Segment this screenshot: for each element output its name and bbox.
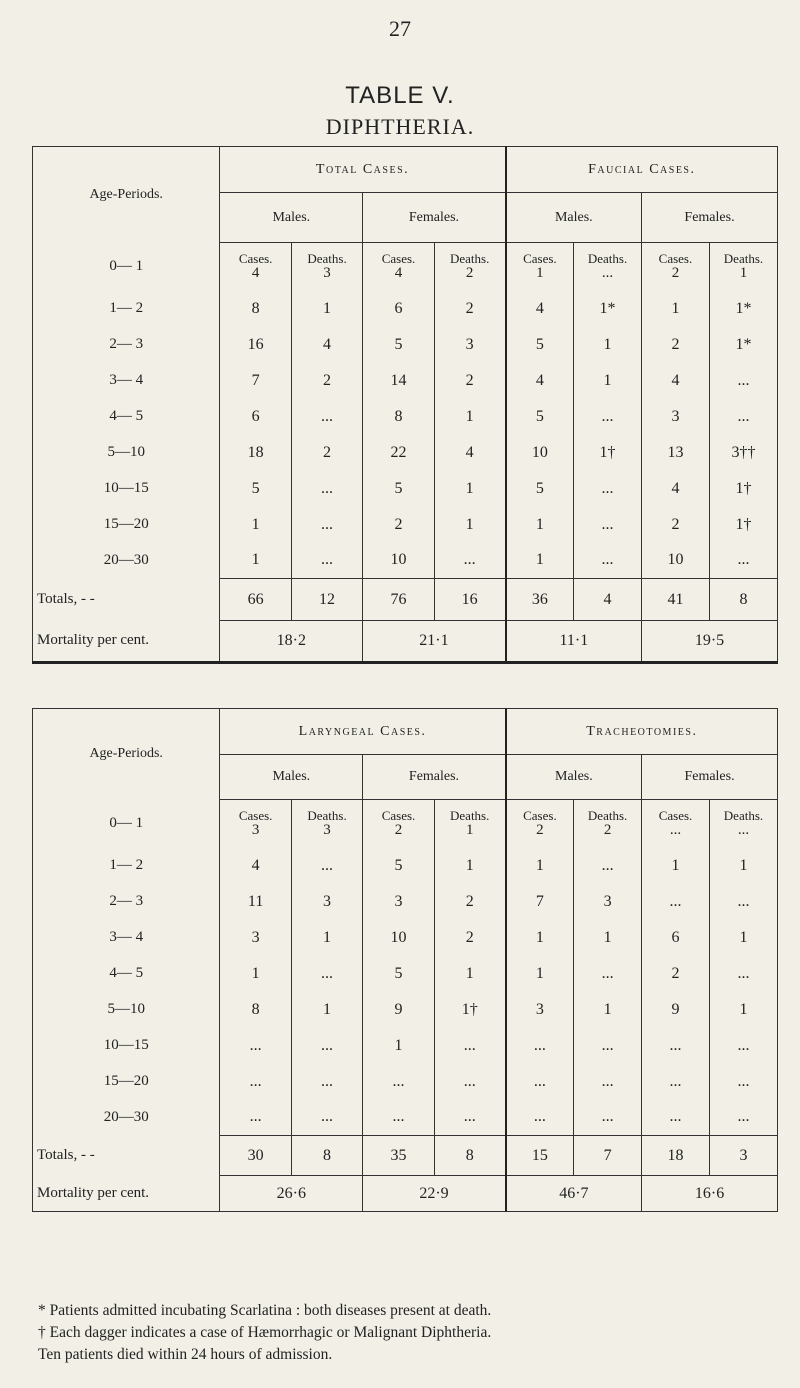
mortality-value: 22·9 — [363, 1176, 506, 1212]
cell-value: 2 — [394, 821, 403, 838]
subheader-males: Males. — [506, 193, 642, 243]
data-cell — [574, 800, 642, 848]
data-cell: ... — [291, 1064, 362, 1100]
data-cell: 1 — [434, 507, 505, 543]
age-period: 5—10 — [107, 1001, 145, 1017]
age-period: 4— 5 — [109, 965, 144, 981]
age-period: 1— 2 — [109, 300, 144, 316]
data-cell: 8 — [220, 291, 291, 327]
age-period: 3— 4 — [109, 929, 144, 945]
data-cell: 2 — [434, 920, 506, 956]
total-value: 16 — [434, 579, 505, 621]
mortality-label: Mortality per cent. — [37, 632, 150, 649]
total-value: 3 — [709, 1136, 777, 1176]
data-cell: ... — [574, 956, 642, 992]
data-cell: 10 — [363, 920, 434, 956]
data-cell: ... — [574, 399, 642, 435]
subheader-males: Males. — [220, 193, 363, 243]
data-cell: 1* — [709, 291, 777, 327]
table-row — [33, 956, 778, 992]
data-cell: 3 — [574, 884, 642, 920]
data-cell: 1† — [434, 992, 506, 1028]
mortality-label: Mortality per cent. — [37, 1184, 150, 1201]
data-cell: 1† — [709, 507, 777, 543]
data-cell: 1 — [642, 291, 710, 327]
table-row — [33, 471, 778, 507]
data-cell: 5 — [363, 848, 434, 884]
subheader-males: Males. — [506, 755, 642, 800]
data-cell: ... — [574, 1100, 642, 1136]
total-value: 18 — [642, 1136, 710, 1176]
data-cell: ... — [506, 1028, 574, 1064]
data-cell: ... — [709, 399, 777, 435]
footnote: † Each dagger indicates a case of Hæmorrhagic or Malignant Diphtheria. — [38, 1324, 492, 1341]
data-cell: 1 — [363, 1028, 434, 1064]
table-row — [33, 399, 778, 435]
cell-value: ... — [601, 264, 614, 281]
total-value: 30 — [220, 1136, 291, 1176]
cell-value: 2 — [603, 821, 612, 838]
data-cell: ... — [709, 363, 777, 399]
data-cell: 1 — [642, 848, 710, 884]
table-row — [33, 800, 778, 848]
age-period: 20—30 — [103, 1109, 149, 1125]
data-cell: ... — [434, 1028, 506, 1064]
age-periods-header: Age-Periods. — [89, 746, 163, 762]
subheader-females: Females. — [363, 755, 506, 800]
table-title: TABLE V. — [345, 82, 455, 109]
table-row — [33, 327, 778, 363]
table-subtitle: DIPHTHERIA. — [325, 114, 475, 139]
table-row — [33, 848, 778, 884]
data-cell: 1† — [574, 435, 642, 471]
table-row — [33, 243, 778, 291]
group-header-tracheotomies: Tracheotomies. — [506, 709, 778, 755]
data-cell: ... — [291, 471, 362, 507]
data-cell: ... — [220, 1028, 291, 1064]
data-cell: 1 — [574, 992, 642, 1028]
cell-value: 2 — [465, 264, 474, 281]
data-cell: 10 — [642, 543, 710, 579]
cell-value: 1 — [465, 821, 474, 838]
totals-label: Totals, - - — [37, 591, 95, 607]
data-cell: 2 — [434, 291, 505, 327]
data-cell — [291, 243, 362, 291]
data-cell: 2 — [642, 507, 710, 543]
data-cell — [709, 243, 777, 291]
data-cell: 14 — [363, 363, 434, 399]
cell-value: 4 — [251, 264, 260, 281]
mortality-value: 18·2 — [220, 621, 363, 663]
data-cell: ... — [709, 543, 777, 579]
data-cell: 1 — [506, 920, 574, 956]
data-cell: 1 — [291, 992, 362, 1028]
mortality-row — [33, 1176, 778, 1212]
data-cell: ... — [291, 543, 362, 579]
data-cell: ... — [291, 399, 362, 435]
totals-row — [33, 1136, 778, 1176]
data-cell: 10 — [363, 543, 434, 579]
total-value: 8 — [291, 1136, 362, 1176]
mortality-value: 46·7 — [506, 1176, 642, 1212]
age-periods-header: Age-Periods. — [89, 186, 163, 202]
data-cell: 2 — [434, 884, 506, 920]
data-cell: 3 — [642, 399, 710, 435]
data-cell: 4 — [642, 471, 710, 507]
age-period: 20—30 — [103, 552, 149, 568]
data-cell: 5 — [363, 956, 434, 992]
data-cell: ... — [574, 1028, 642, 1064]
age-period: 5—10 — [107, 444, 145, 460]
age-period: 10—15 — [103, 480, 149, 496]
data-cell: ... — [574, 1064, 642, 1100]
data-cell — [220, 243, 291, 291]
data-cell — [506, 243, 574, 291]
data-cell: 2 — [291, 363, 362, 399]
data-cell: ... — [434, 1064, 506, 1100]
footnotes — [38, 1300, 778, 1366]
data-cell: ... — [220, 1064, 291, 1100]
cell-value: 1 — [536, 264, 544, 281]
data-cell: 1 — [220, 543, 291, 579]
data-cell: 1 — [506, 543, 574, 579]
data-cell: 7 — [506, 884, 574, 920]
table-section-1 — [32, 146, 778, 664]
age-period: 0— 1 — [109, 258, 144, 274]
data-cell: 1 — [434, 399, 505, 435]
data-cell: 11 — [220, 884, 291, 920]
data-cell: ... — [709, 1064, 777, 1100]
data-cell: 1 — [434, 471, 505, 507]
data-cell: ... — [709, 1100, 777, 1136]
data-cell: 1 — [291, 291, 362, 327]
data-cell — [434, 800, 506, 848]
data-cell: 6 — [642, 920, 710, 956]
total-value: 4 — [574, 579, 642, 621]
totals-label: Totals, - - — [37, 1147, 95, 1163]
data-cell: 5 — [363, 471, 434, 507]
data-cell: 9 — [363, 992, 434, 1028]
data-cell: 16 — [220, 327, 291, 363]
cases-label: Cases. — [523, 250, 557, 266]
data-cell: 1 — [506, 848, 574, 884]
data-cell — [363, 243, 434, 291]
total-value: 35 — [363, 1136, 434, 1176]
data-cell: 1 — [434, 956, 506, 992]
total-value: 8 — [434, 1136, 506, 1176]
table-row — [33, 1028, 778, 1064]
data-cell: 3 — [506, 992, 574, 1028]
total-value: 36 — [506, 579, 574, 621]
data-cell: ... — [291, 507, 362, 543]
data-cell: ... — [434, 1100, 506, 1136]
deaths-label: Deaths. — [587, 807, 628, 823]
data-cell: ... — [642, 1028, 710, 1064]
data-cell: 1 — [709, 848, 777, 884]
data-cell — [363, 800, 434, 848]
data-cell — [220, 800, 291, 848]
age-period: 0— 1 — [109, 815, 144, 831]
table-row — [33, 992, 778, 1028]
age-period: 2— 3 — [109, 336, 144, 352]
group-header-total-cases: Total Cases. — [220, 147, 506, 193]
mortality-value: 16·6 — [642, 1176, 778, 1212]
data-cell: ... — [574, 507, 642, 543]
totals-row — [33, 579, 778, 621]
data-cell: ... — [574, 543, 642, 579]
data-cell: 4 — [506, 363, 574, 399]
mortality-value: 21·1 — [363, 621, 506, 663]
total-value: 41 — [642, 579, 710, 621]
data-cell: ... — [709, 1028, 777, 1064]
data-cell: 5 — [506, 399, 574, 435]
data-cell: 1 — [709, 920, 777, 956]
data-cell — [574, 243, 642, 291]
data-cell: ... — [434, 543, 505, 579]
age-period: 3— 4 — [109, 372, 144, 388]
deaths-label: Deaths. — [307, 250, 347, 266]
cell-value: 2 — [671, 264, 680, 281]
age-period: 15—20 — [103, 516, 149, 532]
data-cell: ... — [642, 1064, 710, 1100]
deaths-label: Deaths. — [723, 250, 764, 266]
data-cell: ... — [291, 956, 362, 992]
data-cell — [434, 243, 505, 291]
data-cell: ... — [291, 848, 362, 884]
subheader-males: Males. — [220, 755, 363, 800]
data-cell: 2 — [434, 363, 505, 399]
data-cell — [642, 800, 710, 848]
data-cell: 18 — [220, 435, 291, 471]
data-cell: 9 — [642, 992, 710, 1028]
table-row — [33, 363, 778, 399]
total-value: 76 — [363, 579, 434, 621]
data-cell: ... — [574, 471, 642, 507]
cell-value: 2 — [536, 821, 544, 838]
data-cell: 2 — [642, 327, 710, 363]
data-cell: 6 — [363, 291, 434, 327]
group-header-laryngeal-cases: Laryngeal Cases. — [220, 709, 506, 755]
data-cell: 3 — [220, 920, 291, 956]
age-period: 1— 2 — [109, 857, 144, 873]
total-value: 7 — [574, 1136, 642, 1176]
cell-value: ... — [737, 821, 750, 838]
mortality-value: 19·5 — [642, 621, 778, 663]
subheader-females: Females. — [363, 193, 506, 243]
table-body — [33, 800, 778, 1212]
age-period: 15—20 — [103, 1073, 149, 1089]
data-cell: 7 — [220, 363, 291, 399]
data-cell: 8 — [363, 399, 434, 435]
data-cell: ... — [709, 956, 777, 992]
data-cell: ... — [291, 1028, 362, 1064]
data-cell: 2 — [363, 507, 434, 543]
data-cell: 2 — [642, 956, 710, 992]
cell-value: 3 — [323, 821, 331, 838]
data-cell: ... — [574, 848, 642, 884]
data-cell: ... — [506, 1100, 574, 1136]
cases-label: Cases. — [658, 250, 693, 266]
table-row — [33, 507, 778, 543]
data-cell: 5 — [363, 327, 434, 363]
data-cell: 1 — [574, 327, 642, 363]
data-cell: 4 — [291, 327, 362, 363]
table-row — [33, 920, 778, 956]
data-cell: 13 — [642, 435, 710, 471]
data-cell: 3 — [363, 884, 434, 920]
cases-label: Cases. — [238, 250, 273, 266]
age-period: 2— 3 — [109, 893, 144, 909]
cases-label: Cases. — [658, 807, 693, 823]
data-cell: 2 — [291, 435, 362, 471]
data-cell: ... — [709, 884, 777, 920]
table-row — [33, 1100, 778, 1136]
data-cell: 1 — [574, 920, 642, 956]
total-value: 12 — [291, 579, 362, 621]
cases-label: Cases. — [238, 807, 273, 823]
data-cell — [291, 800, 362, 848]
data-cell: ... — [506, 1064, 574, 1100]
cell-value: 4 — [394, 264, 403, 281]
cell-value: 3 — [323, 264, 331, 281]
table-row — [33, 1064, 778, 1100]
data-cell: 3 — [291, 884, 362, 920]
data-cell: 1* — [709, 327, 777, 363]
deaths-label: Deaths. — [307, 807, 347, 823]
total-value: 66 — [220, 579, 291, 621]
data-cell: 1 — [574, 363, 642, 399]
data-cell: 5 — [506, 327, 574, 363]
data-cell: ... — [363, 1064, 434, 1100]
mortality-value: 26·6 — [220, 1176, 363, 1212]
data-cell: 1† — [709, 471, 777, 507]
data-cell: 5 — [220, 471, 291, 507]
data-cell: ... — [220, 1100, 291, 1136]
data-cell: 3†† — [709, 435, 777, 471]
cases-label: Cases. — [381, 250, 416, 266]
data-cell: 1 — [709, 992, 777, 1028]
table-body — [33, 243, 778, 663]
total-value: 8 — [709, 579, 777, 621]
data-cell: 6 — [220, 399, 291, 435]
deaths-label: Deaths. — [450, 807, 490, 823]
data-cell: ... — [291, 1100, 362, 1136]
data-cell: 1 — [506, 507, 574, 543]
cases-label: Cases. — [381, 807, 416, 823]
deaths-label: Deaths. — [723, 807, 764, 823]
table-row — [33, 435, 778, 471]
data-cell: 1 — [220, 507, 291, 543]
data-cell: 4 — [642, 363, 710, 399]
data-cell: 4 — [434, 435, 505, 471]
deaths-label: Deaths. — [450, 250, 490, 266]
data-cell: 4 — [506, 291, 574, 327]
mortality-row — [33, 621, 778, 663]
subheader-females: Females. — [642, 193, 778, 243]
cell-value: 1 — [739, 264, 748, 281]
table-row — [33, 884, 778, 920]
cell-value: ... — [669, 821, 682, 838]
data-cell: 1 — [291, 920, 362, 956]
footnote: * Patients admitted incubating Scarlatina : both diseases present at death. — [38, 1302, 492, 1319]
table-row — [33, 543, 778, 579]
deaths-label: Deaths. — [587, 250, 628, 266]
data-cell: 1 — [434, 848, 506, 884]
data-cell: ... — [363, 1100, 434, 1136]
data-cell: 1 — [220, 956, 291, 992]
data-cell — [642, 243, 710, 291]
footnote: Ten patients died within 24 hours of admission. — [38, 1346, 333, 1363]
data-cell: 5 — [506, 471, 574, 507]
data-cell: ... — [642, 884, 710, 920]
mortality-value: 11·1 — [506, 621, 642, 663]
cell-value: 3 — [251, 821, 260, 838]
data-cell — [506, 800, 574, 848]
total-value: 15 — [506, 1136, 574, 1176]
data-cell: 4 — [220, 848, 291, 884]
age-period: 4— 5 — [109, 408, 144, 424]
data-cell: 1 — [506, 956, 574, 992]
data-cell: 8 — [220, 992, 291, 1028]
data-cell: 3 — [434, 327, 505, 363]
group-header-faucial-cases: Faucial Cases. — [506, 147, 778, 193]
data-cell: 1* — [574, 291, 642, 327]
data-cell: ... — [642, 1100, 710, 1136]
data-cell — [709, 800, 777, 848]
age-period: 10—15 — [103, 1037, 149, 1053]
data-cell: 10 — [506, 435, 574, 471]
cases-label: Cases. — [523, 807, 557, 823]
table-section-2 — [32, 708, 778, 1212]
data-cell: 22 — [363, 435, 434, 471]
subheader-females: Females. — [642, 755, 778, 800]
table-row — [33, 291, 778, 327]
page-number: 27 — [389, 16, 411, 41]
